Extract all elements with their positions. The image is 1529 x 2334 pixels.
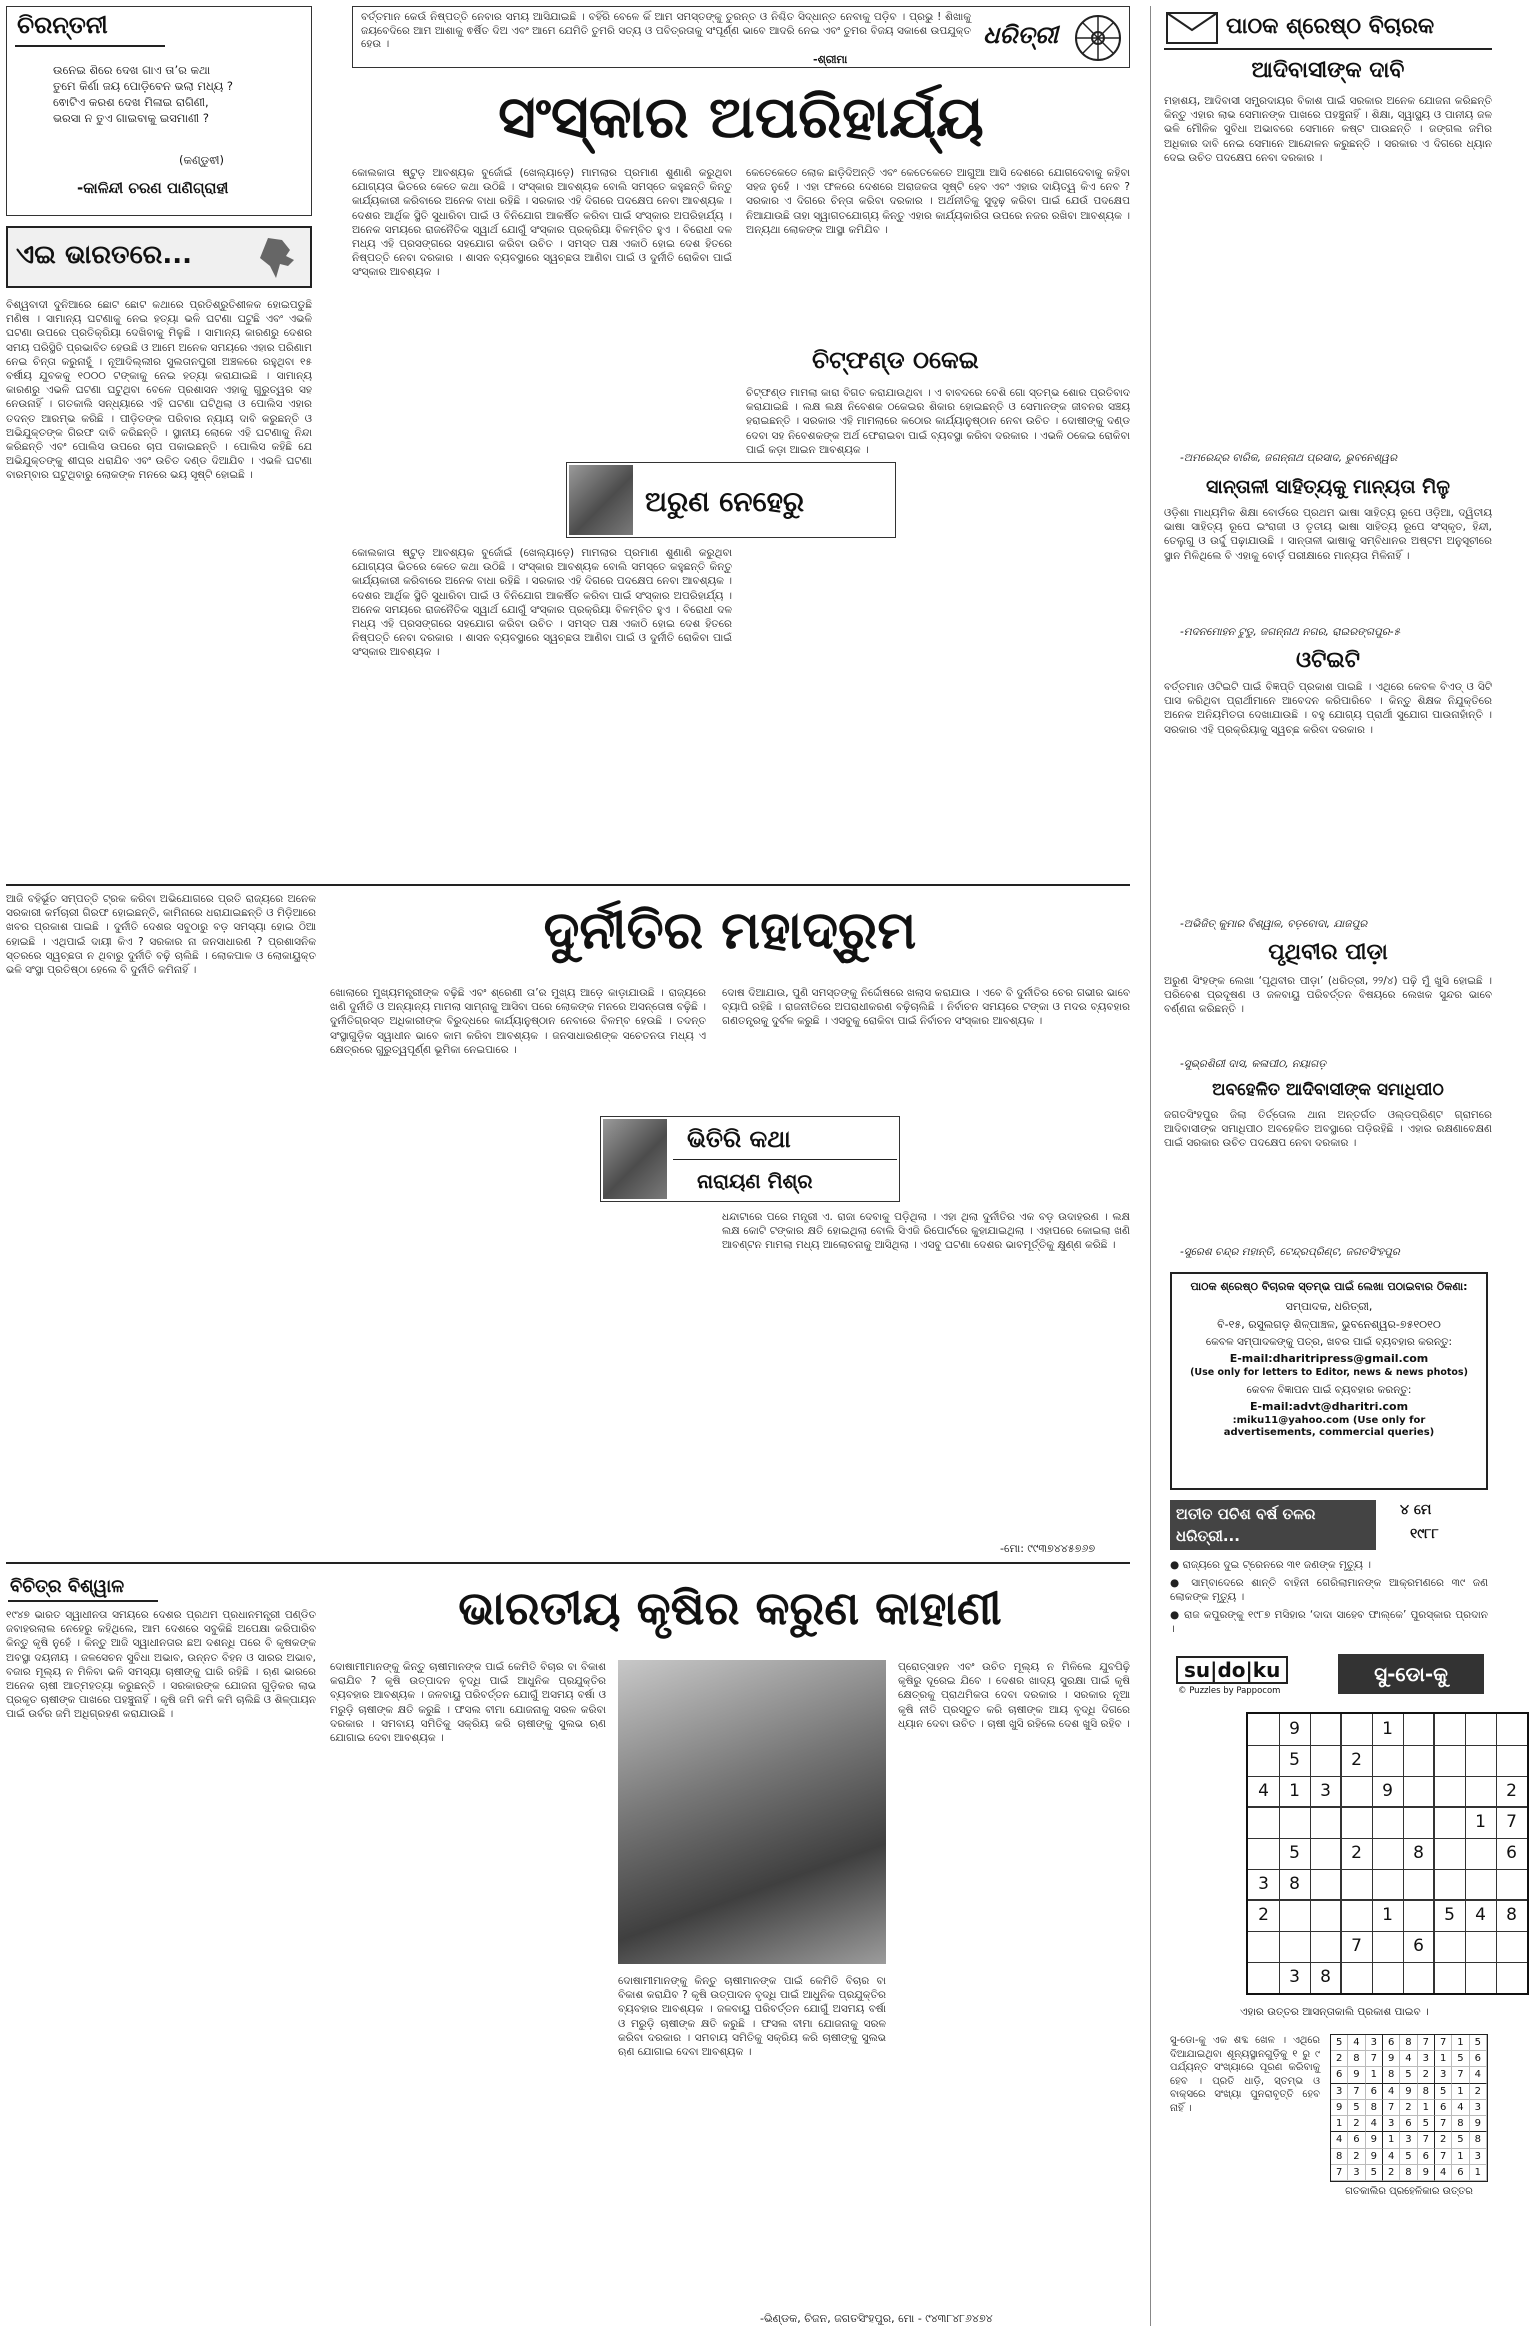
corruption-text-b: ଦୋଷ ଦିଆଯାଉ, ପୁଣି ସମସ୍ତଙ୍କୁ ନିର୍ଦ୍ଦୋଷରେ ଖଲାସ କରାଯାଉ । ଏବେ ବି ଦୁର୍ନୀତିର ଚେର ଗଭୀର ଭାବେ ବ୍ୟାପି ରହିଛି । ରାଜନୀତିରେ ଅପରାଧୀକରଣ ବଢ଼ିଚାଲିଛି । ନିର୍ବାଚନ ସମୟରେ ଟଙ୍କା ଓ ମଦର ବ୍ୟବହାର ଗଣତନ୍ତ୍ରକୁ ଦୁର୍ବଳ କରୁଛି । ଏସବୁକୁ ରୋକିବା ପାଇଁ ନିର୍ବାଚନ ସଂସ୍କାର ଆବଶ୍ୟକ ।	[722, 987, 1130, 1028]
letter-2-title: ସାନ୍ତାଳୀ ସାହିତ୍ୟକୁ ମାନ୍ୟତା ମିଳୁ	[1205, 476, 1451, 498]
sudoku-solution-cell: 3	[1348, 2165, 1365, 2181]
sudoku-cell[interactable]: 1	[1289, 1781, 1300, 1801]
poem-title-rule	[15, 45, 165, 47]
sudoku-cell[interactable]: 6	[1413, 1936, 1424, 1956]
sudoku-solution-cell: 2	[1400, 2100, 1417, 2116]
sudoku-cell[interactable]	[1465, 1714, 1496, 1745]
sudoku-cell[interactable]: 1	[1475, 1812, 1486, 1832]
poem-author: -କାଳିନ୍ଦୀ ଚରଣ ପାଣିଗ୍ରାହୀ	[77, 179, 229, 197]
poem-line-4: ଭରସା ନ ତୁଏ ଗାଇବାକୁ ଇସମାଣୀ ?	[53, 111, 209, 125]
contact-email-3b: advertisements, commercial queries)	[1223, 1427, 1435, 1438]
anniv-label: ଅତୀତ ପଚିଶ ବର୍ଷ ତଳର ଧରିତ୍ରୀ...	[1170, 1500, 1376, 1550]
sudoku-solution-cell: 3	[1470, 2100, 1487, 2116]
sudoku-cell[interactable]	[1341, 1807, 1372, 1838]
sudoku-solution-cell: 6	[1348, 2132, 1365, 2148]
india-box-title: ଏଇ ଭାରତରେ...	[16, 240, 192, 270]
sudoku-solution-cell: 1	[1435, 2051, 1452, 2067]
letter-3-sign: -ଅଭିଜିତ୍ କୁମାର ବିଶ୍ୱାଳ, ବଡ଼ବୋଦା, ଯାଜପୁର	[1180, 918, 1368, 930]
sudoku-cell[interactable]: 1	[1382, 1719, 1393, 1739]
sudoku-cell[interactable]	[1465, 1776, 1496, 1807]
sudoku-solution-cell: 4	[1366, 2116, 1383, 2132]
contact-email-1-note: (Use only for letters to Editor, news & news photos)	[1190, 1367, 1468, 1378]
sudoku-cell[interactable]: 2	[1351, 1843, 1362, 1863]
sudoku-solution-cell: 8	[1331, 2149, 1348, 2165]
sudoku-solution-cell: 7	[1435, 2149, 1452, 2165]
sudoku-cell[interactable]: 9	[1289, 1719, 1300, 1739]
sudoku-cell[interactable]: 4	[1475, 1905, 1486, 1925]
sudoku-header	[1170, 1654, 1488, 1700]
sudoku-cell[interactable]	[1434, 1745, 1465, 1776]
sudoku-cell[interactable]: 7	[1506, 1812, 1517, 1832]
contact-note-2: କେବଳ ବିଜ୍ଞାପନ ପାଇଁ ବ୍ୟବହାର କରନ୍ତୁ:	[1246, 1384, 1412, 1396]
sudoku-solution-cell: 6	[1418, 2149, 1435, 2165]
sudoku-cell[interactable]	[1403, 1962, 1434, 1993]
india-map-icon	[254, 236, 298, 280]
sudoku-cell[interactable]	[1372, 1962, 1403, 1993]
sudoku-cell[interactable]	[1248, 1745, 1279, 1776]
sudoku-solution-cell: 6	[1383, 2035, 1400, 2051]
agri-headline: ଭାରତୀୟ କୃଷିର କରୁଣ କାହାଣୀ	[458, 1581, 1002, 1635]
columnist-2-name: ନାରାୟଣ ମିଶ୍ର	[697, 1169, 813, 1193]
anniv-item-3	[1170, 1608, 1488, 1638]
sudoku-solution-cell: 5	[1366, 2165, 1383, 2181]
sudoku-solution-cell: 5	[1400, 2149, 1417, 2165]
letter-4-title: ପୃଥିବୀର ପୀଡ଼ା	[1268, 940, 1388, 965]
sudoku-cell[interactable]	[1465, 1745, 1496, 1776]
sudoku-solution-cell: 5	[1418, 2116, 1435, 2132]
sudoku-cell[interactable]	[1496, 1869, 1527, 1900]
sudoku-solution-cell: 3	[1418, 2051, 1435, 2067]
sudoku-cell[interactable]	[1372, 1745, 1403, 1776]
sudoku-cell[interactable]	[1465, 1931, 1496, 1962]
sudoku-cell[interactable]: 2	[1351, 1750, 1362, 1770]
sudoku-solution-cell: 1	[1470, 2165, 1487, 2181]
sudoku-solution-cell: 6	[1435, 2100, 1452, 2116]
sudoku-solution-cell: 5	[1400, 2067, 1417, 2083]
sudoku-solution-cell: 3	[1400, 2132, 1417, 2148]
brand-wheel-icon	[1073, 13, 1123, 63]
sudoku-solution-cell: 9	[1418, 2165, 1435, 2181]
sudoku-solution-cell: 6	[1452, 2165, 1469, 2181]
sudoku-solution-label: ଗତକାଲିର ପ୍ରହେଳିକାର ଉତ୍ତର	[1345, 2186, 1473, 2197]
sudoku-solution-cell: 9	[1470, 2116, 1487, 2132]
sudoku-solution-cell: 3	[1470, 2149, 1487, 2165]
sudoku-solution-cell: 9	[1366, 2149, 1383, 2165]
letter-5-sign: -ସୁରେଶ ଚନ୍ଦ୍ର ମହାନ୍ତି, ଟେନ୍ଦ୍ରପ୍ରିଣ୍ଟ, ଜଗତସିଂହପୁର	[1180, 1246, 1400, 1258]
sudoku-solution-cell: 8	[1470, 2132, 1487, 2148]
lead-text-a: କୋଲକାତା ଷ୍ଟୁଡ଼ ଆବଶ୍ୟକ ବୁର୍ଜୋଇଁ (ଖେଲ୍ୟାଡ଼େ) ମାମଲାର ପ୍ରମାଣ ଶୁଣାଣି କରୁଥିବା ଯୋଗ୍ୟତା ଭିତରେ କେତେ କଥା ଉଠିଛି । ସଂସ୍କାର ଆବଶ୍ୟକ ବୋଲି ସମସ୍ତେ କହୁଛନ୍ତି କିନ୍ତୁ କାର୍ଯ୍ୟକାରୀ କରିବାରେ ଅନେକ ବାଧା ରହିଛି । ସରକାର ଏହି ଦିଗରେ ପଦକ୍ଷେପ ନେବା ଆବଶ୍ୟକ । ଦେଶର ଆର୍ଥିକ ସ୍ଥିତି ସୁଧାରିବା ପାଇଁ ଓ ବିନିଯୋଗ ଆକର୍ଷିତ କରିବା ପାଇଁ ସଂସ୍କାର ଅପରିହାର୍ଯ୍ୟ । ଅନେକ ସମୟରେ ରାଜନୈତିକ ସ୍ୱାର୍ଥ ଯୋଗୁଁ ସଂସ୍କାର ପ୍ରକ୍ରିୟା ବିଳମ୍ବିତ ହୁଏ । ବିରୋଧୀ ଦଳ ମଧ୍ୟ ଏହି ପ୍ରସଙ୍ଗରେ ସହଯୋଗ କରିବା ଉଚିତ । ସମସ୍ତ ପକ୍ଷ ଏକାଠି ହୋଇ ଦେଶ ହିତରେ ନିଷ୍ପତ୍ତି ନେବା ଦରକାର । ଶାସନ ବ୍ୟବସ୍ଥାରେ ସ୍ୱଚ୍ଛତା ଆଣିବା ପାଇଁ ଓ ଦୁର୍ନୀତି ରୋକିବା ପାଇଁ ସଂସ୍କାର ଆବଶ୍ୟକ ।	[352, 167, 732, 279]
sudoku-brand: su|do|ku	[1176, 1656, 1288, 1684]
contact-note-1: କେବଳ ସମ୍ପାଦକଙ୍କୁ ପତ୍ର, ଖବର ପାଇଁ ବ୍ୟବହାର କରନ୍ତୁ:	[1205, 1336, 1453, 1348]
sudoku-solution-cell: 1	[1366, 2067, 1383, 2083]
sudoku-cell[interactable]: 8	[1320, 1967, 1331, 1987]
sudoku-solution-cell: 1	[1452, 2035, 1469, 2051]
sudoku-solution-cell: 7	[1418, 2035, 1435, 2051]
divider-1	[6, 884, 1130, 886]
sudoku-solution-cell: 9	[1331, 2100, 1348, 2116]
left-poem-box	[6, 6, 312, 216]
poem-source: (କଣ୍ଡୁଵୀ)	[179, 153, 224, 167]
agri-footer: -ଭିଣ୍ଡକ, ଚିଜନ, ଜଗତସିଂହପୁର, ମୋ - ୯୪୩୮୪୮୬୪୭୪	[760, 2312, 993, 2325]
sudoku-solution-cell: 2	[1470, 2084, 1487, 2100]
sudoku-grid[interactable]	[1246, 1712, 1529, 1995]
letter-2-text: ଓଡ଼ିଶା ମାଧ୍ୟମିକ ଶିକ୍ଷା ବୋର୍ଡରେ ପ୍ରଥମ ଭାଷା ସାହିତ୍ୟ ରୂପେ ଓଡ଼ିଆ, ଦ୍ୱିତୀୟ ଭାଷା ସାହିତ୍ୟ ରୂପେ ଇଂରାଜୀ ଓ ତୃତୀୟ ଭାଷା ସାହିତ୍ୟ ରୂପେ ସଂସ୍କୃତ, ହିନ୍ଦୀ, ତେଲୁଗୁ ଓ ଉର୍ଦ୍ଦୁ ପଢ଼ାଯାଉଛି । ସାନ୍ତାଳୀ ଭାଷାକୁ ସମ୍ବିଧାନର ଅଷ୍ଟମ ଅନୁସୂଚୀରେ ସ୍ଥାନ ମିଳିଥିଲେ ବି ଏହାକୁ ବୋର୍ଡ଼ ପରୀକ୍ଷାରେ ମାନ୍ୟତା ମିଳିନାହିଁ ।	[1164, 507, 1492, 562]
agri-section: ବିଚିତ୍ର ବିଶ୍ୱାଳ	[10, 1576, 125, 1597]
anniv-date-year: ୧୯୮୮	[1410, 1526, 1439, 1542]
columnist-2-rule	[673, 1159, 897, 1160]
sudoku-cell[interactable]	[1403, 1900, 1434, 1931]
sudoku-cell[interactable]: 3	[1289, 1967, 1300, 1987]
sudoku-solution-cell: 3	[1366, 2035, 1383, 2051]
corruption-text-a: ଖୋଲାରେ ମୁଖ୍ୟମନ୍ତ୍ରୀଙ୍କ ବଢ଼ିଛି ଏବଂ ଶ୍ରେଣୀ ତା’ର ମୁଖ୍ୟ ଆଡ଼େ କାଡ଼ାଯାଉଛି । ରାଜ୍ୟରେ ଖଣି ଦୁର୍ନୀତି ଓ ଅନ୍ୟାନ୍ୟ ମାମଲା ସାମ୍ନାକୁ ଆସିବା ପରେ ଲୋକଙ୍କ ମନରେ ଅସନ୍ତୋଷ ବଢ଼ିଛି । ଦୁର୍ନୀତିଗ୍ରସ୍ତ ଅଧିକାରୀଙ୍କ ବିରୁଦ୍ଧରେ କାର୍ଯ୍ୟାନୁଷ୍ଠାନ ନେବାରେ ବିଳମ୍ବ ହେଉଛି । ତଦନ୍ତ ସଂସ୍ଥାଗୁଡ଼ିକ ସ୍ୱାଧୀନ ଭାବେ କାମ କରିବା ଆବଶ୍ୟକ । ଜନସାଧାରଣଙ୍କ ସଚେତନତା ମଧ୍ୟ ଏ କ୍ଷେତ୍ରରେ ଗୁରୁତ୍ୱପୂର୍ଣ୍ଣ ଭୂମିକା ନେଇପାରେ ।	[330, 987, 706, 1056]
sudoku-solution-cell: 3	[1331, 2084, 1348, 2100]
sudoku-cell[interactable]	[1279, 1807, 1310, 1838]
sudoku-solution-cell: 2	[1435, 2132, 1452, 2148]
poem-line-1: ଉନେଇ ଶିରେ ଦେଖ ଗାଏ ତା’ର କଥା	[53, 63, 211, 77]
sudoku-cell[interactable]	[1341, 1776, 1372, 1807]
sudoku-solution-cell: 9	[1400, 2084, 1417, 2100]
letter-1-title: ଆଦିବାସୀଙ୍କ ଦାବି	[1251, 58, 1405, 83]
corruption-headline: ଦୁର୍ନୀତିର ମହାଦ୍ରୁମ	[543, 901, 917, 961]
india-box-text: ବିଶ୍ୱବାଦୀ ଦୁନିଆରେ ଛୋଟ ଛୋଟ କଥାରେ ପ୍ରତିଶ୍ରୁତିଶୀଳକ ହୋଇପଡୁଛି ମଣିଷ । ସାମାନ୍ୟ ଘଟଣାକୁ ନେଇ ହତ୍ୟା ଭଳି ଘଟଣା ଘଟୁଛି ଏବଂ ଏଭଳି ଘଟଣା ଉପରେ ପ୍ରତିକ୍ରିୟା ଦେଖିବାକୁ ମିଳୁଛି । ସାମାନ୍ୟ କାରଣରୁ ଦେଶର ସମୟ ପରିସ୍ଥିତି ପ୍ରଭାବିତ ହେଉଛି ଓ ଆମେ ଅନେକ ସମୟରେ ଏହାର ପରିଣାମ ନେଇ ଚିନ୍ତା କରୁନାହୁଁ । ନୂଆଦିଲ୍ଲୀର ସୁଲତାନପୁରୀ ଅଞ୍ଚଳରେ ରହୁଥିବା ୧୫ ବର୍ଷୀୟ ଯୁବକକୁ ୧୦୦୦ ଟଙ୍କାକୁ ନେଇ ହତ୍ୟା କରାଯାଇଛି । ସାମାନ୍ୟ କାରଣରୁ ଏଭଳି ଘଟଣା ଘଟୁଥିବା ବେଳେ ପ୍ରଶାସନ ଏହାକୁ ଗୁରୁତ୍ୱର ସହ ନେଉନାହିଁ । ଗତକାଲି ସନ୍ଧ୍ୟାରେ ଏହି ଘଟଣା ଘଟିଥିଲା ଓ ପୋଲିସ ଏହାର ତଦନ୍ତ ଆରମ୍ଭ କରିଛି । ପୀଡ଼ିତଙ୍କ ପରିବାର ନ୍ୟାୟ ଦାବି କରୁଛନ୍ତି ଓ ଅଭିଯୁକ୍ତଙ୍କ ଗିରଫ ଦାବି କରିଛନ୍ତି । ସ୍ଥାନୀୟ ଲୋକେ ଏହି ଘଟଣାକୁ ନିନ୍ଦା କରିଛନ୍ତି ଏବଂ ପୋଲିସ ଉପରେ ଚାପ ପକାଇଛନ୍ତି । ପୋଲିସ କହିଛି ଯେ ଅଭିଯୁକ୍ତଙ୍କୁ ଶୀଘ୍ର ଧରାଯିବ ଏବଂ ଉଚିତ ଦଣ୍ଡ ଦିଆଯିବ । ଏଭଳି ଘଟଣା ବାରମ୍ବାର ଘଟୁଥିବାରୁ ଲୋକଙ୍କ ମନରେ ଭୟ ସୃଷ୍ଟି ହୋଇଛି ।	[6, 299, 312, 482]
sudoku-cell[interactable]	[1248, 1962, 1279, 1993]
letter-3-text: ବର୍ତ୍ତମାନ ଓଟିଇଟି ପାଇଁ ବିଜ୍ଞପ୍ତି ପ୍ରକାଶ ପାଇଛି । ଏଥିରେ କେବଳ ବିଏଡ୍‌ ଓ ସିଟି ପାସ କରିଥିବା ପ୍ରାର୍ଥୀମାନେ ଆବେଦନ କରିପାରିବେ । କିନ୍ତୁ ଶିକ୍ଷକ ନିଯୁକ୍ତିରେ ଅନେକ ଅନିୟମିତତା ଦେଖାଯାଉଛି । ବହୁ ଯୋଗ୍ୟ ପ୍ରାର୍ଥୀ ସୁଯୋଗ ପାଉନାହାଁନ୍ତି । ସରକାର ଏହି ପ୍ରକ୍ରିୟାକୁ ସ୍ୱଚ୍ଛ କରିବା ଦରକାର ।	[1164, 681, 1492, 736]
sudoku-solution-cell: 7	[1435, 2035, 1452, 2051]
sudoku-title: ସୁ-ଡୋ-କୁ	[1338, 1654, 1484, 1694]
sudoku-solution-cell: 1	[1383, 2132, 1400, 2148]
contact-email-1[interactable]: E-mail:dharitripress@gmail.com	[1229, 1352, 1429, 1365]
india-box-banner	[6, 226, 312, 288]
sudoku-cell[interactable]: 5	[1289, 1843, 1300, 1863]
corruption-text-c: ଧନ୍ଦାଟାରେ ପରେ ମନ୍ତ୍ରୀ ଏ. ରାଜା ଦେବାକୁ ପଡ଼ିଥିଲା । ଏହା ଥିଲା ଦୁର୍ନୀତିର ଏକ ବଡ଼ ଉଦାହରଣ । ଲକ୍ଷ ଲକ୍ଷ କୋଟି ଟଙ୍କାର କ୍ଷତି ହୋଇଥିଲା ବୋଲି ସିଏଜି ରିପୋର୍ଟରେ କୁହାଯାଇଥିଲା । ଏହାପରେ କୋଇଲା ଖଣି ଆବଣ୍ଟନ ମାମଲା ମଧ୍ୟ ଆଲୋଚନାକୁ ଆସିଥିଲା । ଏସବୁ ଘଟଣା ଦେଶର ଭାବମୂର୍ତ୍ତିକୁ କ୍ଷୁଣ୍ଣ କରିଛି ।	[722, 1211, 1130, 1252]
sudoku-cell[interactable]: 5	[1289, 1750, 1300, 1770]
sudoku-cell[interactable]	[1496, 1745, 1527, 1776]
readers-header	[1164, 6, 1492, 50]
sudoku-solution-cell: 5	[1331, 2035, 1348, 2051]
sudoku-solution-cell: 2	[1383, 2165, 1400, 2181]
sudoku-solution-cell: 4	[1435, 2165, 1452, 2181]
sudoku-cell[interactable]	[1434, 1807, 1465, 1838]
sudoku-cell[interactable]	[1248, 1838, 1279, 1869]
sudoku-cell[interactable]	[1465, 1838, 1496, 1869]
readers-title: ପାଠକ ଶ୍ରେଷ୍ଠ ବିଚାରକ	[1226, 14, 1435, 39]
sudoku-solution-cell: 9	[1383, 2051, 1400, 2067]
sudoku-cell[interactable]	[1310, 1838, 1341, 1869]
sudoku-cell[interactable]: 7	[1351, 1936, 1362, 1956]
letter-1-sign: -ଅମରେନ୍ଦ୍ର ବାରିକ, ଜଗନ୍ନାଥ ପ୍ରସାଦ, ଭୁବନେଶ୍ୱର	[1180, 452, 1398, 464]
sudoku-cell[interactable]	[1434, 1931, 1465, 1962]
sudoku-cell[interactable]	[1248, 1807, 1279, 1838]
sudoku-solution	[1330, 2034, 1488, 2182]
poem-title: ଚିରନ୍ତନୀ	[17, 11, 108, 39]
sudoku-solution-cell: 4	[1470, 2067, 1487, 2083]
sudoku-rules: ସୁ-ଡୋ-କୁ ଏକ ଶବ୍ଦ ଖେଳ । ଏଥିରେ ଦିଆଯାଇଥିବା ଶୂନ୍ୟସ୍ଥାନଗୁଡ଼ିକୁ ୧ ରୁ ୯ ପର୍ଯ୍ୟନ୍ତ ସଂଖ୍ୟାରେ ପୂରଣ କରିବାକୁ ହେବ । ପ୍ରତି ଧାଡ଼ି, ସ୍ତମ୍ଭ ଓ ବାକ୍ସରେ ସଂଖ୍ୟା ପୁନରାବୃତ୍ତି ହେବ ନାହିଁ ।	[1170, 2035, 1320, 2114]
sudoku-cell[interactable]	[1341, 1869, 1372, 1900]
sudoku-cell[interactable]: 1	[1382, 1905, 1393, 1925]
anniv-item-1-text: ରାଜ୍ୟରେ ଦୁଇ ଟ୍ରେନରେ ୩୧ ଜଣଙ୍କ ମୃତ୍ୟୁ ।	[1182, 1559, 1372, 1571]
sudoku-cell[interactable]	[1403, 1807, 1434, 1838]
sudoku-cell[interactable]	[1310, 1869, 1341, 1900]
mail-icon	[1166, 12, 1218, 44]
sudoku-solution-cell: 2	[1348, 2149, 1365, 2165]
sudoku-cell[interactable]: 5	[1444, 1905, 1455, 1925]
sudoku-solution-cell: 1	[1418, 2100, 1435, 2116]
letter-4-sign: -ସୁଭ୍ରଶିରୀ ଦାସ, କଳାପୀଠ, ନୟାଗଡ଼	[1180, 1058, 1327, 1070]
sudoku-cell[interactable]	[1279, 1900, 1310, 1931]
sudoku-solution-cell: 2	[1331, 2051, 1348, 2067]
contact-addr-2: ବି-୧୫, ରସୁଲଗଡ଼ ଶିଳ୍ପାଞ୍ଚଳ, ଭୁବନେଶ୍ୱର-୭୫୧୦୧୦	[1217, 1318, 1441, 1331]
sudoku-solution-cell: 6	[1400, 2116, 1417, 2132]
quote-box	[352, 6, 1130, 68]
sudoku-cell[interactable]	[1372, 1838, 1403, 1869]
sudoku-cell[interactable]	[1248, 1714, 1279, 1745]
sudoku-cell[interactable]	[1403, 1776, 1434, 1807]
sudoku-cell[interactable]	[1248, 1931, 1279, 1962]
sudoku-cell[interactable]: 4	[1258, 1781, 1269, 1801]
letter-5-title: ଅବହେଳିତ ଆଦିବାସୀଙ୍କ ସମାଧିପୀଠ	[1212, 1080, 1444, 1100]
sudoku-solution-cell: 5	[1470, 2035, 1487, 2051]
sudoku-solution-cell: 4	[1400, 2051, 1417, 2067]
sudoku-solution-cell: 1	[1452, 2084, 1469, 2100]
sudoku-solution-cell: 8	[1366, 2100, 1383, 2116]
sudoku-cell[interactable]	[1496, 1931, 1527, 1962]
sudoku-solution-cell: 3	[1435, 2067, 1452, 2083]
sudoku-solution-cell: 7	[1348, 2084, 1365, 2100]
bullet-icon: ●	[1170, 1559, 1183, 1571]
sudoku-cell[interactable]	[1403, 1745, 1434, 1776]
agri-text-a: ୧୯୪୭ ଭାରତ ସ୍ୱାଧୀନତା ସମୟରେ ଦେଶର ପ୍ରଥମ ପ୍ରଧାନମନ୍ତ୍ରୀ ପଣ୍ଡିତ ଜବାହରଲାଲ ନେହେରୁ କହିଥିଲେ, ଆମ ଦେଶରେ ସବୁକିଛି ଅପେକ୍ଷା କରିପାରିବ କିନ୍ତୁ କୃଷି ନୁହେଁ । କିନ୍ତୁ ଆଜି ସ୍ୱାଧୀନତାର ଛଅ ଦଶନ୍ଧି ପରେ ବି କୃଷକଙ୍କ ଅବସ୍ଥା ଦୟନୀୟ । ଜଳସେଚନ ସୁବିଧା ଅଭାବ, ଉନ୍ନତ ବିହନ ଓ ସାରର ଅଭାବ, ବଜାର ମୂଲ୍ୟ ନ ମିଳିବା ଭଳି ସମସ୍ୟା ଚାଷୀଙ୍କୁ ଘାରି ରହିଛି । ଋଣ ଭାରରେ ଅନେକ ଚାଷୀ ଆତ୍ମହତ୍ୟା କରୁଛନ୍ତି । ସରକାରଙ୍କ ଯୋଜନା ଗୁଡ଼ିକର ଲାଭ ପ୍ରକୃତ ଚାଷୀଙ୍କ ପାଖରେ ପହଞ୍ଚୁନାହିଁ । କୃଷି ଜମି କମି କମି ଚାଲିଛି ଓ ଶିଳ୍ପାୟନ ପାଇଁ ଉର୍ବର ଜମି ଅଧିଗ୍ରହଣ କରାଯାଉଛି ।	[6, 1609, 316, 1721]
sudoku-solution-cell: 6	[1470, 2051, 1487, 2067]
sudoku-cell[interactable]: 8	[1506, 1905, 1517, 1925]
sudoku-cell[interactable]	[1341, 1900, 1372, 1931]
sudoku-solution-cell: 5	[1348, 2100, 1365, 2116]
agri-photo	[618, 1660, 886, 1964]
agri-text-d: ଦୋଷାମୀମାନଙ୍କୁ କିନ୍ତୁ ଚାଷୀମାନଙ୍କ ପାଇଁ କେମିତି ବିଚାର ବା ବିକାଶ କରାଯିବ ? କୃଷି ଉତ୍ପାଦନ ବୃଦ୍ଧି ପାଇଁ ଆଧୁନିକ ପ୍ରଯୁକ୍ତିର ବ୍ୟବହାର ଆବଶ୍ୟକ । ଜଳବାୟୁ ପରିବର୍ତ୍ତନ ଯୋଗୁଁ ଅସମୟ ବର୍ଷା ଓ ମରୁଡ଼ି ଚାଷୀଙ୍କ କ୍ଷତି କରୁଛି । ଫସଲ ବୀମା ଯୋଜନାକୁ ସରଳ କରିବା ଦରକାର । ସମବାୟ ସମିତିକୁ ସକ୍ରିୟ କରି ଚାଷୀଙ୍କୁ ସୁଲଭ ଋଣ ଯୋଗାଇ ଦେବା ଆବଶ୍ୟକ ।	[618, 1975, 886, 2059]
anniv-date-day: ୪ ମେ	[1400, 1502, 1432, 1518]
sudoku-solution-cell: 7	[1366, 2051, 1383, 2067]
sudoku-answer-note: ଏହାର ଉତ୍ତର ଆସନ୍ତାକାଲି ପ୍ରକାଶ ପାଇବ ।	[1240, 2006, 1429, 2018]
sudoku-solution-cell: 1	[1452, 2149, 1469, 2165]
sudoku-solution-cell: 9	[1348, 2067, 1365, 2083]
sudoku-cell[interactable]	[1465, 1869, 1496, 1900]
letter-2-sign: -ମଦନମୋହନ ଟୁଡୁ, ଜଗନ୍ନାଥ ନଗର, ରାଇରଙ୍ଗପୁର-୫	[1180, 626, 1401, 638]
sudoku-cell[interactable]	[1310, 1714, 1341, 1745]
sudoku-cell[interactable]	[1372, 1931, 1403, 1962]
vertical-divider-right	[1150, 6, 1151, 2326]
poem-line-2: ତୁମେ କିର୍ଣା ଜୟ ପୋଡ଼ିବେନ ଭଲା ମଧ୍ୟ ?	[53, 79, 234, 93]
sudoku-solution-cell: 4	[1383, 2084, 1400, 2100]
sudoku-cell[interactable]	[1434, 1714, 1465, 1745]
sudoku-cell[interactable]	[1496, 1962, 1527, 1993]
sudoku-cell[interactable]	[1403, 1714, 1434, 1745]
sudoku-solution-cell: 7	[1452, 2067, 1469, 2083]
sudoku-cell[interactable]	[1341, 1962, 1372, 1993]
corruption-footer: -ମୋ: ୯୯୩୭୪୪୫୭୬୭	[1000, 1542, 1096, 1555]
agri-section-rule	[8, 1600, 158, 1602]
sudoku-cell[interactable]: 9	[1382, 1781, 1393, 1801]
quote-author: -ଶ୍ରୀମା	[813, 53, 848, 66]
sudoku-cell[interactable]	[1310, 1931, 1341, 1962]
sudoku-solution-cell: 2	[1348, 2116, 1365, 2132]
sudoku-solution-cell: 4	[1348, 2035, 1365, 2051]
lead-text-c: କୋଲକାତା ଷ୍ଟୁଡ଼ ଆବଶ୍ୟକ ବୁର୍ଜୋଇଁ (ଖେଲ୍ୟାଡ଼େ) ମାମଲାର ପ୍ରମାଣ ଶୁଣାଣି କରୁଥିବା ଯୋଗ୍ୟତା ଭିତରେ କେତେ କଥା ଉଠିଛି । ସଂସ୍କାର ଆବଶ୍ୟକ ବୋଲି ସମସ୍ତେ କହୁଛନ୍ତି କିନ୍ତୁ କାର୍ଯ୍ୟକାରୀ କରିବାରେ ଅନେକ ବାଧା ରହିଛି । ସରକାର ଏହି ଦିଗରେ ପଦକ୍ଷେପ ନେବା ଆବଶ୍ୟକ । ଦେଶର ଆର୍ଥିକ ସ୍ଥିତି ସୁଧାରିବା ପାଇଁ ଓ ବିନିଯୋଗ ଆକର୍ଷିତ କରିବା ପାଇଁ ସଂସ୍କାର ଅପରିହାର୍ଯ୍ୟ । ଅନେକ ସମୟରେ ରାଜନୈତିକ ସ୍ୱାର୍ଥ ଯୋଗୁଁ ସଂସ୍କାର ପ୍ରକ୍ରିୟା ବିଳମ୍ବିତ ହୁଏ । ବିରୋଧୀ ଦଳ ମଧ୍ୟ ଏହି ପ୍ରସଙ୍ଗରେ ସହଯୋଗ କରିବା ଉଚିତ । ସମସ୍ତ ପକ୍ଷ ଏକାଠି ହୋଇ ଦେଶ ହିତରେ ନିଷ୍ପତ୍ତି ନେବା ଦରକାର । ଶାସନ ବ୍ୟବସ୍ଥାରେ ସ୍ୱଚ୍ଛତା ଆଣିବା ପାଇଁ ଓ ଦୁର୍ନୀତି ରୋକିବା ପାଇଁ ସଂସ୍କାର ଆବଶ୍ୟକ ।	[352, 547, 732, 659]
sudoku-cell[interactable]	[1310, 1745, 1341, 1776]
lead-headline: ସଂସ୍କାର ଅପରିହାର୍ଯ୍ୟ	[498, 83, 984, 151]
sudoku-solution-cell: 8	[1348, 2051, 1365, 2067]
anniv-item-3-text: ରାଜ କପୁରଙ୍କୁ ୧୯୮୭ ମସିହାର ‘ଦାଦା ସାହେବ ଫାଲ୍‌କେ’ ପୁରସ୍କାର ପ୍ରଦାନ ।	[1170, 1609, 1488, 1636]
letter-5-text: ଜଗତସିଂହପୁର ଜିଲା ତିର୍ତ୍ତୋଲ ଥାନା ଅନ୍ତର୍ଗତ ଓଲ୍ଡପ୍ରିଣ୍ଟ ଗ୍ରାମରେ ଆଦିବାସୀଙ୍କ ସମାଧିପୀଠ ଅବହେଳିତ ଅବସ୍ଥାରେ ପଡ଼ିରହିଛି । ଏହାର ରକ୍ଷଣାବେକ୍ଷଣ ପାଇଁ ସରକାର ଉଚିତ ପଦକ୍ଷେପ ନେବା ଦରକାର ।	[1164, 1109, 1492, 1150]
sudoku-cell[interactable]	[1434, 1776, 1465, 1807]
letter-1-text: ମହାଶୟ, ଆଦିବାସୀ ସମ୍ପ୍ରଦାୟର ବିକାଶ ପାଇଁ ସରକାର ଅନେକ ଯୋଜନା କରିଛନ୍ତି କିନ୍ତୁ ଏହାର ଲାଭ ସେମାନଙ୍କ ପାଖରେ ପହଞ୍ଚୁନାହିଁ । ଶିକ୍ଷା, ସ୍ୱାସ୍ଥ୍ୟ ଓ ପାନୀୟ ଜଳ ଭଳି ମୌଳିକ ସୁବିଧା ଅଭାବରେ ସେମାନେ କଷ୍ଟ ପାଉଛନ୍ତି । ଜଙ୍ଗଲ ଜମିର ଅଧିକାର ଦାବି ନେଇ ସେମାନେ ଆନ୍ଦୋଳନ କରୁଛନ୍ତି । ସରକାର ଏ ଦିଗରେ ଧ୍ୟାନ ଦେଇ ଉଚିତ ପଦକ୍ଷେପ ନେବା ଦରକାର ।	[1164, 95, 1492, 164]
sudoku-solution-cell: 2	[1418, 2067, 1435, 2083]
sudoku-solution-cell: 1	[1331, 2116, 1348, 2132]
sudoku-cell[interactable]	[1403, 1869, 1434, 1900]
sudoku-solution-cell: 7	[1383, 2100, 1400, 2116]
anniv-item-2-text: ସାମ୍ବାଦେରେ ଶାନ୍ତି ବାହିନୀ ଗେରିଲାମାନଙ୍କ ଆକ୍ରମଣରେ ୩୯ ଜଣ ଲୋକଙ୍କ ମୃତ୍ୟୁ ।	[1170, 1577, 1489, 1604]
sudoku-solution-cell: 9	[1366, 2132, 1383, 2148]
chitfund-text: ଚିଟ୍‌ଫଣ୍ଡ ମାମଲା କାରା ବିଗତ କରାଯାଉଥିବା । ଏ ବାବଦରେ ବେଶି ଗୋ ସ୍ତମ୍ଭ ଶୋର ପ୍ରତିବାଦ କରାଯାଇଛି । ଲକ୍ଷ ଲକ୍ଷ ନିବେଶକ ଠକେଇର ଶିକାର ହୋଇଛନ୍ତି ଓ ସେମାନଙ୍କ ଜୀବନର ସଞ୍ଚୟ ହରାଇଛନ୍ତି । ସରକାର ଏହି ମାମଲାରେ କଠୋର କାର୍ଯ୍ୟାନୁଷ୍ଠାନ ନେବା ଉଚିତ । ଦୋଷୀଙ୍କୁ ଦଣ୍ଡ ଦେବା ସହ ନିବେଶକଙ୍କ ଅର୍ଥ ଫେରାଇବା ପାଇଁ ବ୍ୟବସ୍ଥା କରିବା ଦରକାର । ଏଭଳି ଠକେଇ ରୋକିବା ପାଇଁ କଡ଼ା ଆଇନ ଆବଶ୍ୟକ ।	[746, 387, 1130, 456]
columnist-2-photo	[603, 1119, 667, 1199]
columnist-1-photo	[569, 465, 633, 535]
sudoku-cell[interactable]	[1434, 1869, 1465, 1900]
bullet-icon: ●	[1170, 1577, 1192, 1589]
sudoku-solution-cell: 5	[1435, 2084, 1452, 2100]
anniv-banner	[1170, 1500, 1488, 1550]
columnist-2-label: ଭିତିରି କଥା	[687, 1125, 791, 1153]
poem-line-3: ଵୋଟିଏ କରଶ ଦେଖ ମିଳାଇ ରାଗିଣୀ,	[53, 95, 209, 109]
sudoku-cell[interactable]	[1372, 1869, 1403, 1900]
sudoku-solution-cell: 7	[1331, 2165, 1348, 2181]
columnist-2-box	[600, 1116, 900, 1202]
sudoku-cell[interactable]: 2	[1506, 1781, 1517, 1801]
contact-email-2[interactable]: E-mail:advt@dharitri.com	[1249, 1400, 1409, 1413]
sudoku-brand-sub: © Puzzles by Pappocom	[1178, 1686, 1281, 1696]
sudoku-cell[interactable]	[1341, 1714, 1372, 1745]
contact-title: ପାଠକ ଶ୍ରେଷ୍ଠ ବିଚାରକ ସ୍ତମ୍ଭ ପାଇଁ ଲେଖା ପଠାଇବାର ଠିକଣା:	[1190, 1280, 1468, 1293]
sudoku-cell[interactable]: 6	[1506, 1843, 1517, 1863]
agri-text-b: ଦୋଷାମୀମାନଙ୍କୁ କିନ୍ତୁ ଚାଷୀମାନଙ୍କ ପାଇଁ କେମିତି ବିଚାର ବା ବିକାଶ କରାଯିବ ? କୃଷି ଉତ୍ପାଦନ ବୃଦ୍ଧି ପାଇଁ ଆଧୁନିକ ପ୍ରଯୁକ୍ତିର ବ୍ୟବହାର ଆବଶ୍ୟକ । ଜଳବାୟୁ ପରିବର୍ତ୍ତନ ଯୋଗୁଁ ଅସମୟ ବର୍ଷା ଓ ମରୁଡ଼ି ଚାଷୀଙ୍କ କ୍ଷତି କରୁଛି । ଫସଲ ବୀମା ଯୋଜନାକୁ ସରଳ କରିବା ଦରକାର । ସମବାୟ ସମିତିକୁ ସକ୍ରିୟ କରି ଚାଷୀଙ୍କୁ ସୁଲଭ ଋଣ ଯୋଗାଇ ଦେବା ଆବଶ୍ୟକ ।	[330, 1661, 606, 1745]
sudoku-cell[interactable]: 8	[1289, 1874, 1300, 1894]
chitfund-title: ଚିଟ୍‌ଫଣ୍ଡ ଠକେଇ	[812, 346, 979, 374]
sudoku-solution-cell: 4	[1331, 2132, 1348, 2148]
lead-text-b: କେତେକେତେ ଲୋକ ଛାଡ଼ିଦିଅନ୍ତି ଏବଂ କେତେକେତେ ଆଗୁଆ ଆସି ଦେଶରେ ଯୋଗଦେବାକୁ କହିବା ସହଜ ନୁହେଁ । ଏହା ଫଳରେ ଦେଶରେ ଅରାଜକତା ସୃଷ୍ଟି ହେବ ଏବଂ ଏହାର ଦାୟିତ୍ୱ କିଏ ନେବ ? ସରକାର ଏ ଦିଗରେ ଚିନ୍ତା କରିବା ଦରକାର । ଅର୍ଥନୀତିକୁ ସୁଦୃଢ଼ କରିବା ପାଇଁ ଯେଉଁ ପଦକ୍ଷେପ ନିଆଯାଉଛି ତାହା ସ୍ୱାଗତଯୋଗ୍ୟ କିନ୍ତୁ ଏହାର କାର୍ଯ୍ୟକାରିତା ଉପରେ ନଜର ରଖିବା ଆବଶ୍ୟକ । ଅନ୍ୟଥା ଲୋକଙ୍କ ଆସ୍ଥା କମିଯିବ ।	[746, 167, 1130, 236]
sudoku-cell[interactable]	[1434, 1962, 1465, 1993]
sudoku-cell[interactable]	[1465, 1962, 1496, 1993]
brand-logo: ଧରିତ୍ରୀ	[983, 21, 1058, 49]
sudoku-cell[interactable]	[1310, 1900, 1341, 1931]
sudoku-solution-cell: 8	[1452, 2116, 1469, 2132]
agri-text-c: ପ୍ରୋତ୍ସାହନ ଏବଂ ଉଚିତ ମୂଲ୍ୟ ନ ମିଳିଲେ ଯୁବପିଢ଼ି କୃଷିରୁ ଦୂରେଇ ଯିବେ । ଦେଶର ଖାଦ୍ୟ ସୁରକ୍ଷା ପାଇଁ କୃଷି କ୍ଷେତ୍ରକୁ ପ୍ରାଥମିକତା ଦେବା ଦରକାର । ସରକାର ନୂଆ କୃଷି ନୀତି ପ୍ରସ୍ତୁତ କରି ଚାଷୀଙ୍କ ଆୟ ବୃଦ୍ଧି ଦିଗରେ ଧ୍ୟାନ ଦେବା ଉଚିତ । ଚାଷୀ ଖୁସି ରହିଲେ ଦେଶ ଖୁସି ରହିବ ।	[898, 1661, 1130, 1730]
sudoku-solution-cell: 7	[1418, 2132, 1435, 2148]
india-box	[6, 226, 312, 734]
sudoku-cell[interactable]: 8	[1413, 1843, 1424, 1863]
sudoku-solution-cell: 8	[1400, 2165, 1417, 2181]
sudoku-cell[interactable]: 3	[1258, 1874, 1269, 1894]
corruption-intro: ଆଜି ବହିର୍ଭୂତ ସମ୍ପତ୍ତି ଟ୍ରକ କରିବା ଅଭିଯୋଗରେ ପ୍ରତି ରାଜ୍ୟରେ ଅନେକ ସରକାରୀ କର୍ମଚାରୀ ଗିରଫ ହୋଇଛନ୍ତି, କାମିନାରେ ଧରାଯାଇଛନ୍ତି ଓ ମିଡ଼ିଆରେ ଖବର ପ୍ରକାଶ ପାଇଛି । ଦୁର୍ନୀତି ଦେଶର ସବୁଠାରୁ ବଡ଼ ସମସ୍ୟା ହୋଇ ଠିଆ ହୋଇଛି । ଏଥିପାଇଁ ଦାୟୀ କିଏ ? ସରକାର ନା ଜନସାଧାରଣ ? ପ୍ରଶାସନିକ ସ୍ତରରେ ସ୍ୱଚ୍ଛତା ନ ଥିବାରୁ ଦୁର୍ନୀତି ବଢ଼ି ଚାଲିଛି । ଲୋକପାଳ ଓ ଲୋକାୟୁକ୍ତ ଭଳି ସଂସ୍ଥା ପ୍ରତିଷ୍ଠା ହେଲେ ବି ଦୁର୍ନୀତି କମିନାହିଁ ।	[6, 893, 316, 977]
sudoku-solution-cell: 8	[1418, 2084, 1435, 2100]
anniv-item-2	[1170, 1576, 1488, 1606]
sudoku-cell[interactable]	[1434, 1838, 1465, 1869]
sudoku-cell[interactable]: 2	[1258, 1905, 1269, 1925]
sudoku-cell[interactable]	[1279, 1931, 1310, 1962]
letter-3-title: ଓଟିଇଟି	[1296, 648, 1360, 673]
sudoku-solution-cell: 6	[1331, 2067, 1348, 2083]
sudoku-solution-cell: 8	[1400, 2035, 1417, 2051]
sudoku-solution-cell: 6	[1366, 2084, 1383, 2100]
sudoku-cell[interactable]	[1310, 1807, 1341, 1838]
sudoku-solution-cell: 3	[1383, 2116, 1400, 2132]
contact-email-3[interactable]: :miku11@yahoo.com (Use only for	[1232, 1415, 1426, 1426]
sudoku-solution-cell: 7	[1435, 2116, 1452, 2132]
sudoku-cell[interactable]	[1372, 1807, 1403, 1838]
quote-text: ବର୍ତ୍ତମାନ କେଉଁ ନିଷ୍ପତ୍ତି ନେବାର ସମୟ ଆସିଯାଇଛି । ବହିଁରି ବେଳେ କିଁ ଆମ ସମସ୍ତଙ୍କୁ ତୁରନ୍ତ ଓ ନିଶ୍ଚିତ ସିଦ୍ଧାନ୍ତ ନେବାକୁ ପଡ଼ିବ । ପ୍ରଭୁ ! ଶିଖାକୁ ଜୟବେଦିରେ ଆମ ଆଶାକୁ ଵର୍ଷିତ ଦିଅ ଏବଂ ଆମେ ଯେମିତି ତୁମରି ସତ୍ୟ ଓ ପବିତ୍ରତାକୁ ସଂପୂର୍ଣ୍ଣ ଭାବେ ଆଦରି ନେଇ ଏବଂ ତୁମର ବିଜୟ ସକାଶେ ଉପଯୁକ୍ତ ହେଉ ।	[361, 11, 971, 50]
sudoku-solution-cell: 4	[1383, 2149, 1400, 2165]
anniv-item-1	[1170, 1558, 1488, 1574]
sudoku-cell[interactable]: 3	[1320, 1781, 1331, 1801]
divider-2	[6, 1562, 1130, 1564]
letter-4-text: ଅରୁଣ ସିଂହଙ୍କ ଲେଖା ‘ପୃଥିବୀର ପୀଡ଼ା’ (ଧରିତ୍ରୀ, ୨୨/୪) ପଢ଼ି ମୁଁ ଖୁସି ହୋଇଛି । ପରିବେଶ ପ୍ରଦୂଷଣ ଓ ଜଳବାୟୁ ପରିବର୍ତ୍ତନ ବିଷୟରେ ଲେଖକ ସୁନ୍ଦର ଭାବେ ବର୍ଣ୍ଣନା କରିଛନ୍ତି ।	[1164, 975, 1492, 1016]
sudoku-solution-cell: 5	[1452, 2132, 1469, 2148]
bullet-icon: ●	[1170, 1609, 1185, 1621]
columnist-1-name: ଅରୁଣ ନେହେରୁ	[645, 485, 805, 518]
sudoku-solution-cell: 5	[1452, 2051, 1469, 2067]
sudoku-solution-cell: 8	[1383, 2067, 1400, 2083]
contact-addr-1: ସମ୍ପାଦକ, ଧରିତ୍ରୀ,	[1285, 1300, 1373, 1313]
sudoku-solution-cell: 4	[1452, 2100, 1469, 2116]
contact-box	[1170, 1272, 1488, 1490]
sudoku-cell[interactable]	[1496, 1714, 1527, 1745]
